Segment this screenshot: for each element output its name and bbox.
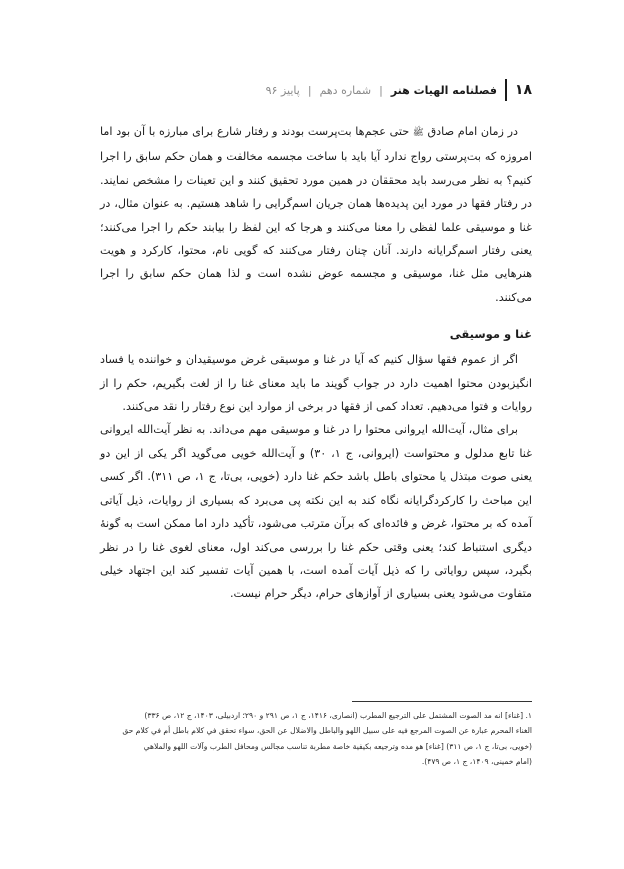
paragraph: برای مثال، آیت‌الله ایروانی محتوا را در غنا و موسیقی مهم می‌داند. به نظر آیت‌الله ایروانی غنا تابع مدلول و محتواست (ایروانی، ج ۱، ۳۰) و آیت‌الله خویی می‌گوید اگر یکی از این دو یعنی صوت مبتذل یا محتوای باطل باشد حکم غنا دارد (خویی، بی‌تا، ج ۱، ص ۳۱۱). اگر کسی این مباحث را کارکردگرایانه نگاه کند به این نکته پی می‌برد که بسیاری از روایات، ذیل آیاتی آمده که بر محتوا، غرض و فائده‌ای که برآن مترتب می‌شود، تأکید دارد اما ممکن است به گونهٔ دیگری استنباط کند؛ یعنی وقتی حکم غنا را بررسی می‌کند اول، معنای لغوی غنا را در نظر بگیرد، سپس روایاتی را که ذیل آیات آمده است، با همین آیات تفسیر کند این اجتهاد خیلی متفاوت می‌شود یعنی بسیاری از آوازهای حرام، دیگر حرام نیست. xyxy=(100,423,532,601)
page-number: ۱۸ xyxy=(514,82,532,98)
running-header xyxy=(266,80,532,100)
footnote-line: (امام خمینی، ۱۴۰۹، ج ۱، ص ۴۷۹). xyxy=(421,757,532,767)
footnotes xyxy=(100,708,532,770)
header-separator: | xyxy=(379,83,383,97)
issue-season: پاییز ۹۶ xyxy=(265,83,300,97)
journal-name: فصلنامه الهیات هنر xyxy=(390,83,497,97)
paragraph xyxy=(100,120,532,309)
section-heading: غنا و موسیقی xyxy=(449,327,532,342)
issue-number: شماره دهم xyxy=(319,83,372,97)
footnote-line: (خویی، بی‌تا، ج ۱، ص ۳۱۱) [غناء] هو مده وترجيعه بكيفية خاصة مطربة تناسب مجالس ومحافل الطرب وآلات اللهو والملاهي xyxy=(143,741,532,751)
paragraph: اگر از عموم فقها سؤال کنیم که آیا در غنا و موسیقی غرض موسیقیدان و خواننده یا فساد انگیزبودن محتوا اهمیت دارد در جواب گویند ما باید معنای غنا را از لغت بگیریم، حکم را از روایات و فتوا می‌دهیم. تعداد کمی از فقها در برخی از موارد این نوع رفتار را نقد می‌کنند. xyxy=(100,353,532,414)
paragraph-text: حتی عجم‌ها بت‌پرست بودند و رفتار شارع برای مبارزه با آن بود اما امروزه که بت‌پرستی رواج ندارد آیا باید با ساخت مجسمه مخالفت و همان حکم سابق را اجرا کنیم؟ به نظر می‌رسد باید محققان در همین مورد تحقیق کنند و این تعینات را مشخص نمایند. در رفتار فقها در مورد این پدیده‌ها همان جریان اسم‌گرایی را شاهد هستیم. به عنوان مثال، در غنا و موسیقی علما لفظی را معنا می‌کنند و هرجا که این لفظ را بیابند حکم را اجرا می‌کنند؛ یعنی رفتار اسم‌گرایانه دارند. آنان چنان رفتار می‌کنند که گویی نام، محتوا، کارکرد و هویت هنرهایی مثل غنا، موسیقی و مجسمه عوض نشده است و لذا همان حکم سابق را اجرا می‌کنند. xyxy=(100,125,532,304)
footnote-line: الغناء المحرم عبارة عن الصوت المرجع فيه علی سبيل اللهو والباطل والاضلال عن الحق، سواء تحقق في كلام باطل أم في كلام حق xyxy=(122,726,532,736)
footnote-divider xyxy=(352,701,532,702)
honorific-glyph: ﷺ xyxy=(412,128,424,138)
header-divider-bar xyxy=(505,79,507,101)
body-text xyxy=(100,120,532,606)
paragraph-text: در زمان امام صادق xyxy=(427,125,518,138)
footnote-line: ۱. [غناء] انه مد الصوت المشتمل علی الترجیع المطرب (انصاری، ۱۴۱۶، ج ۱، ص ۲۹۱ و ۲۹۰؛ اردبیلی، ۱۴۰۳، ج ۱۲، ص ۳۳۶) xyxy=(144,711,532,720)
header-separator: | xyxy=(307,83,312,97)
